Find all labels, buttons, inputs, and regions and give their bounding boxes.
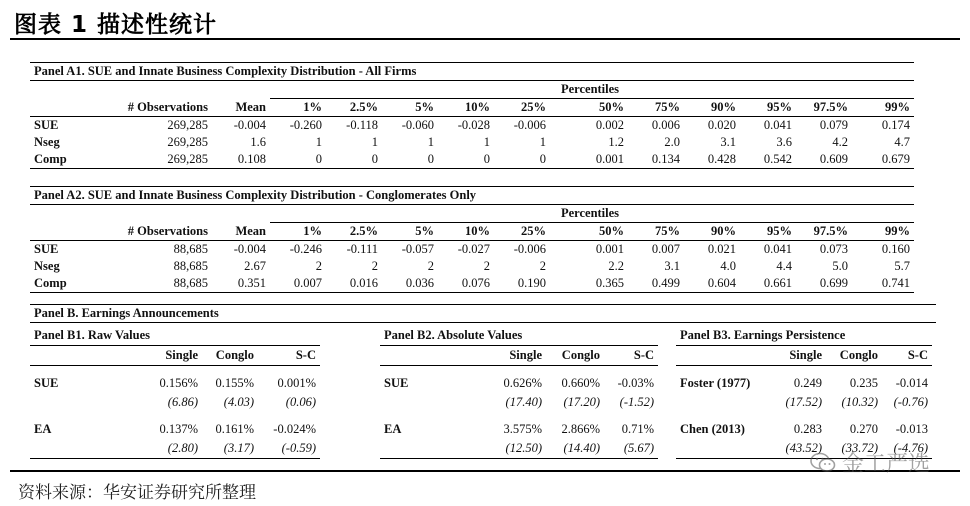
source-note: 资料来源：华安证券研究所整理 xyxy=(18,483,256,503)
tstat-cell: (14.40) xyxy=(546,439,604,459)
col-header: 50% xyxy=(550,223,628,241)
col-header: S-C xyxy=(604,346,658,366)
table-cell: -0.013 xyxy=(895,422,929,436)
table-cell: -0.060 xyxy=(401,118,434,132)
table-cell: 2 xyxy=(483,259,490,273)
table-cell: 0.283 xyxy=(793,422,822,436)
row-label: Comp xyxy=(30,151,70,169)
table-cell: 0.365 xyxy=(550,275,628,293)
tstat-cell: (17.20) xyxy=(563,395,600,409)
subpanel-title: Panel B2. Absolute Values xyxy=(380,326,658,346)
table-cell: 88,685 xyxy=(173,242,208,256)
table-cell: 0.174 xyxy=(881,118,911,132)
tstat-cell: (-0.59) xyxy=(258,439,320,459)
table-cell: 2.866% xyxy=(561,422,600,436)
table-cell: 2 xyxy=(539,259,546,273)
watermark xyxy=(810,447,930,478)
row-label: SUE xyxy=(34,376,59,390)
row-label: EA xyxy=(34,422,52,436)
panel-b2 xyxy=(380,326,670,459)
table-cell: 1 xyxy=(483,135,490,149)
col-header: Single xyxy=(484,346,546,366)
table-row xyxy=(30,241,914,259)
panel-a1-table xyxy=(30,81,914,169)
table-cell: 5.7 xyxy=(894,259,911,273)
panel-b1 xyxy=(30,326,330,459)
row-label: Nseg xyxy=(34,135,60,149)
table-cell: 0.499 xyxy=(628,275,684,293)
table-row xyxy=(30,117,914,135)
tstat-cell: (17.40) xyxy=(505,395,542,409)
table-cell: -0.118 xyxy=(346,118,378,132)
table-cell: -0.006 xyxy=(513,118,546,132)
col-header: 5% xyxy=(382,99,438,117)
table-cell: 0.041 xyxy=(763,242,792,256)
col-header: 90% xyxy=(684,99,740,117)
table-cell: 4.0 xyxy=(720,259,736,273)
table-cell: -0.006 xyxy=(513,242,546,256)
table-cell: 0.079 xyxy=(819,118,848,132)
tstat-cell: (0.06) xyxy=(285,395,316,409)
table-cell: 5.0 xyxy=(832,259,848,273)
table-cell: 0 xyxy=(326,151,382,169)
table-cell: 0.041 xyxy=(763,118,792,132)
row-label: EA xyxy=(384,422,402,436)
table-cell: 0.001 xyxy=(550,151,628,169)
col-header: Single xyxy=(140,346,202,366)
panel-a1 xyxy=(30,62,914,169)
table-cell: 0.190 xyxy=(494,275,550,293)
table-cell: 0.006 xyxy=(651,118,680,132)
percentiles-header: Percentiles xyxy=(270,205,914,223)
table-cell: 88,685 xyxy=(70,275,212,293)
panel-a2-title: Panel A2. SUE and Innate Business Complexity Distribution - Conglomerates Only xyxy=(30,186,914,205)
col-header: Single xyxy=(766,346,826,366)
table-cell: 2.2 xyxy=(608,259,624,273)
row-label: SUE xyxy=(34,242,59,256)
table-cell: 88,685 xyxy=(173,259,208,273)
column-header-row xyxy=(30,223,914,241)
tstat-cell: (2.80) xyxy=(140,439,202,459)
table-cell: 4.2 xyxy=(832,135,848,149)
table-cell: -0.027 xyxy=(457,242,490,256)
col-header: 75% xyxy=(628,223,684,241)
table-cell: 1 xyxy=(371,135,378,149)
col-header: 95% xyxy=(740,223,796,241)
table-cell: -0.246 xyxy=(289,242,322,256)
table-cell: 0.156% xyxy=(159,376,198,390)
table-cell: 0.660% xyxy=(561,376,600,390)
col-header: # Observations xyxy=(70,223,212,241)
table-cell: 0.351 xyxy=(212,275,270,293)
table-cell: 269,285 xyxy=(167,135,208,149)
row-label: Comp xyxy=(30,275,70,293)
row-label: Nseg xyxy=(34,259,60,273)
col-header: S-C xyxy=(258,346,320,366)
table-cell: 3.6 xyxy=(776,135,792,149)
col-header: Mean xyxy=(212,99,270,117)
table-cell: 0.741 xyxy=(852,275,914,293)
col-header: 97.5% xyxy=(796,99,852,117)
table-cell: 1 xyxy=(315,135,322,149)
table-cell: -0.03% xyxy=(617,376,655,390)
col-header: 25% xyxy=(494,223,550,241)
tstat-row xyxy=(30,439,320,459)
table-cell: 4.4 xyxy=(776,259,792,273)
table-cell: 269,285 xyxy=(70,151,212,169)
table-cell: 0.249 xyxy=(793,376,822,390)
table-row xyxy=(30,275,914,293)
tstat-row xyxy=(676,393,932,412)
panel-a2-table xyxy=(30,205,914,293)
table-cell: -0.004 xyxy=(233,242,266,256)
watermark-text: 金工严选 xyxy=(842,452,931,477)
panel-b3 xyxy=(676,326,934,459)
col-header: 95% xyxy=(740,99,796,117)
table-cell: 4.7 xyxy=(894,135,911,149)
table-cell: 0.076 xyxy=(438,275,494,293)
table-cell: -0.028 xyxy=(457,118,490,132)
tstat-cell: (17.52) xyxy=(785,395,822,409)
column-header-row xyxy=(30,99,914,117)
wechat-icon xyxy=(810,452,836,474)
table-cell: 0.235 xyxy=(849,376,878,390)
tstat-cell: (-0.76) xyxy=(893,395,929,409)
table-cell: 0.007 xyxy=(270,275,326,293)
table-cell: 0.021 xyxy=(707,242,736,256)
tstat-row xyxy=(380,439,658,459)
panel-b xyxy=(30,304,936,455)
table-cell: 0.542 xyxy=(740,151,796,169)
table-cell: -0.014 xyxy=(895,376,929,390)
row-label: SUE xyxy=(34,118,59,132)
col-header: 10% xyxy=(438,223,494,241)
table-row xyxy=(30,258,914,275)
table-cell: 2 xyxy=(427,259,434,273)
table-cell: 0.71% xyxy=(621,422,655,436)
table-cell: 0.016 xyxy=(326,275,382,293)
table-row xyxy=(30,374,320,393)
row-label: Chen (2013) xyxy=(680,422,745,436)
panel-a1-title: Panel A1. SUE and Innate Business Complexity Distribution - All Firms xyxy=(30,62,914,81)
col-header: 1% xyxy=(270,223,326,241)
table-cell: 0.155% xyxy=(215,376,254,390)
table-cell: 0.160 xyxy=(881,242,911,256)
table-cell: 0.001% xyxy=(277,376,316,390)
table-cell: 2.67 xyxy=(244,259,266,273)
table-row xyxy=(676,374,932,393)
panel-a2 xyxy=(30,186,914,293)
table-cell: 269,285 xyxy=(167,118,208,132)
col-header: 99% xyxy=(852,223,914,241)
table-row xyxy=(30,420,320,439)
table-cell: 1.6 xyxy=(250,135,266,149)
table-cell: 0.007 xyxy=(651,242,680,256)
table-cell: 0.137% xyxy=(159,422,198,436)
tstat-cell: (5.67) xyxy=(604,439,658,459)
percentiles-header: Percentiles xyxy=(270,81,914,99)
table-cell: 0.002 xyxy=(595,118,624,132)
tstat-cell: (3.17) xyxy=(202,439,258,459)
table-cell: 1.2 xyxy=(608,135,624,149)
col-header: 1% xyxy=(270,99,326,117)
tstat-cell: (43.52) xyxy=(766,439,826,459)
table-cell: 0.161% xyxy=(215,422,254,436)
col-header: 75% xyxy=(628,99,684,117)
table-cell: 0.108 xyxy=(212,151,270,169)
col-header: 99% xyxy=(852,99,914,117)
table-cell: -0.057 xyxy=(401,242,434,256)
table-cell: 0.001 xyxy=(595,242,624,256)
table-cell: 0 xyxy=(270,151,326,169)
table-cell: -0.004 xyxy=(233,118,266,132)
tstat-cell: (-4.76) xyxy=(882,439,932,459)
tstat-cell: (-1.52) xyxy=(619,395,655,409)
col-header: 5% xyxy=(382,223,438,241)
table-cell: 0.661 xyxy=(740,275,796,293)
table-cell: 0.036 xyxy=(382,275,438,293)
col-header: 97.5% xyxy=(796,223,852,241)
tstat-row xyxy=(380,393,658,412)
table-cell: 3.1 xyxy=(720,135,736,149)
table-cell: 3.1 xyxy=(664,259,680,273)
table-cell: -0.111 xyxy=(346,242,378,256)
table-cell: 0 xyxy=(438,151,494,169)
col-header: 90% xyxy=(684,223,740,241)
table-cell: 1 xyxy=(427,135,434,149)
table-cell: 1 xyxy=(539,135,546,149)
table-cell: 3.575% xyxy=(503,422,542,436)
table-cell: 0.270 xyxy=(849,422,878,436)
table-cell: 0.626% xyxy=(503,376,542,390)
table-cell: 2.0 xyxy=(664,135,680,149)
subpanel-title: Panel B1. Raw Values xyxy=(30,326,320,346)
col-header: 2.5% xyxy=(326,99,382,117)
table-cell: 0.134 xyxy=(628,151,684,169)
col-header: # Observations xyxy=(70,99,212,117)
tstat-cell: (12.50) xyxy=(484,439,546,459)
table-cell: -0.024% xyxy=(273,422,316,436)
table-cell: 0 xyxy=(382,151,438,169)
table-cell: 0.679 xyxy=(852,151,914,169)
table-row xyxy=(30,151,914,169)
table-row xyxy=(676,420,932,439)
table-cell: 0 xyxy=(494,151,550,169)
col-header: Conglo xyxy=(826,346,882,366)
tstat-cell: (4.03) xyxy=(223,395,254,409)
table-cell: 2 xyxy=(315,259,322,273)
table-cell: 0.073 xyxy=(819,242,848,256)
table-cell: 0.020 xyxy=(707,118,736,132)
top-rule xyxy=(10,38,960,40)
col-header: S-C xyxy=(882,346,932,366)
table-cell: 2 xyxy=(371,259,378,273)
panel-b-title: Panel B. Earnings Announcements xyxy=(30,304,936,323)
col-header: 50% xyxy=(550,99,628,117)
tstat-row xyxy=(30,393,320,412)
table-cell: 0.609 xyxy=(796,151,852,169)
table-row xyxy=(30,134,914,151)
tstat-cell: (10.32) xyxy=(841,395,878,409)
col-header: 2.5% xyxy=(326,223,382,241)
table-cell: 0.604 xyxy=(684,275,740,293)
col-header: Mean xyxy=(212,223,270,241)
table-cell: 0.428 xyxy=(684,151,740,169)
col-header: Conglo xyxy=(202,346,258,366)
col-header: Conglo xyxy=(546,346,604,366)
row-label: SUE xyxy=(384,376,409,390)
col-header: 10% xyxy=(438,99,494,117)
table-cell: -0.260 xyxy=(289,118,322,132)
table-row xyxy=(380,420,658,439)
subpanel-title: Panel B3. Earnings Persistence xyxy=(676,326,932,346)
table-cell: 0.699 xyxy=(796,275,852,293)
col-header: 25% xyxy=(494,99,550,117)
tstat-cell: (6.86) xyxy=(167,395,198,409)
figure-title: 图表 1 描述性统计 xyxy=(14,12,218,38)
tstat-cell: (33.72) xyxy=(826,439,882,459)
table-row xyxy=(380,374,658,393)
row-label: Foster (1977) xyxy=(680,376,751,390)
